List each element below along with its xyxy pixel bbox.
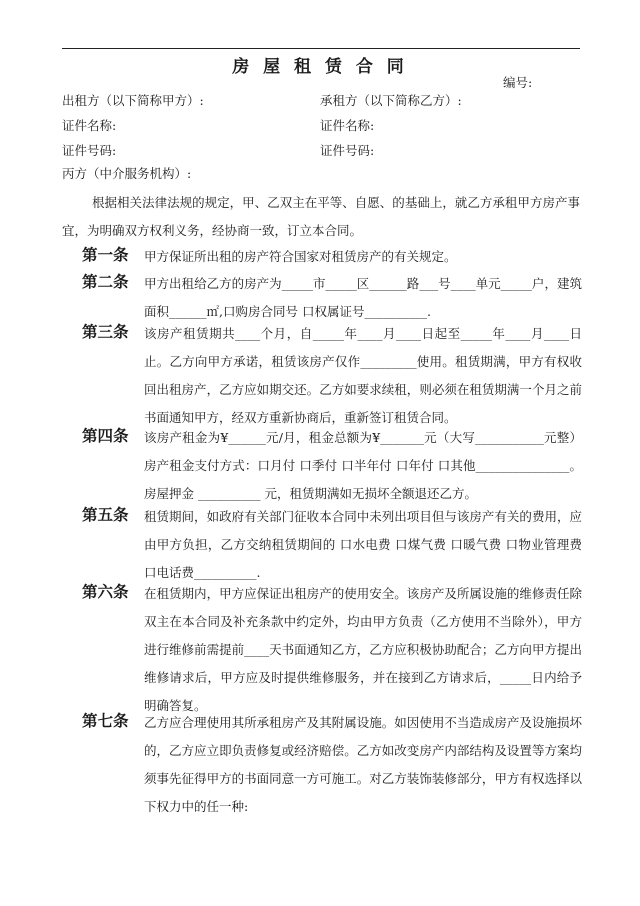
lessor-label: 出租方（以下简称甲方）: <box>62 93 204 108</box>
clause-text: 该房产租赁期共____个月，自_____年____月____日起至_____年____月____日止。乙方向甲方承诺，租赁该房产仅作_________使用。租赁期满，甲方有权收回出租房产，乙方应如期交还。乙方如要求续租，则必须在租赁期满一个月之前书面通知甲方，经双方重新协商后，重新签订租赁合同。 <box>144 326 582 425</box>
clause-text: 甲方出租给乙方的房产为_____市_____区______路___号____单元_____户，建筑面积______㎡,口购房合同号 口权属证号__________. <box>144 276 582 319</box>
lessor-id-name: 证件名称: <box>62 118 117 133</box>
lessee-id-number: 证件号码: <box>320 143 375 158</box>
lessor-id-number: 证件号码: <box>62 143 117 158</box>
clause-text: 租赁期间，如政府有关部门征收本合同中未列出项目但与该房产有关的费用，应由甲方负担，乙方交纳租赁期间的 口水电费 口煤气费 口暖气费 口物业管理费 口电话费__________. <box>144 509 582 580</box>
clause-5 <box>82 503 582 587</box>
clause-text: 该房产租金为¥______元/月，租金总额为¥_______元（大写___________元整）房产租金支付方式：口月付 口季付 口半年付 口年付 口其他_______________。房屋押金 __________ 元，租赁期满如无损坏全额退还乙方。 <box>144 430 582 501</box>
clause-6 <box>82 580 582 720</box>
clause-text: 在租赁期内，甲方应保证出租房产的使用安全。该房产及所属设施的维修责任除双主在本合同及补充条款中约定外，均由甲方负责（乙方使用不当除外），甲方进行维修前需提前____天书面通知乙方，乙方应积极协助配合；乙方向甲方提出维修请求后，甲方应及时提供维修服务，并在接到乙方请求后，_____日内给予明确答复。 <box>144 586 582 713</box>
clause-text: 甲方保证所出租的房产符合国家对租赁房产的有关规定。 <box>144 249 457 264</box>
top-rule <box>62 48 580 49</box>
clause-heading: 第一条 <box>82 245 129 264</box>
preamble: 根据相关法律法规的规定，甲、乙双主在平等、自愿、的基础上，就乙方承租甲方房产事宜，为明确双方权利义务，经协商一致，订立本合同。 <box>62 195 580 238</box>
clause-heading: 第四条 <box>82 426 129 445</box>
agent-label: 丙方（中介服务机构）: <box>62 166 192 181</box>
clause-text: 乙方应合理使用其所承租房产及其附属设施。如因使用不当造成房产及设施损坏的，乙方应立即负责修复或经济赔偿。乙方如改变房产内部结构及设置等方案均须事先征得甲方的书面同意一方可施工。对乙方装饰装修部分，甲方有权选择以下权力中的任一种: <box>144 715 582 814</box>
clause-4 <box>82 424 582 508</box>
clause-heading: 第五条 <box>82 505 129 524</box>
clause-3 <box>82 320 582 432</box>
clause-heading: 第三条 <box>82 322 129 341</box>
clause-1 <box>82 243 582 271</box>
lessee-id-name: 证件名称: <box>320 118 375 133</box>
clause-2 <box>82 270 582 326</box>
clause-heading: 第二条 <box>82 272 129 291</box>
clause-7 <box>82 709 582 821</box>
document-title: 房 屋 租 赁 合 同 <box>232 57 408 77</box>
clause-heading: 第七条 <box>82 711 129 730</box>
contract-number-label: 编号: <box>503 75 533 90</box>
lessee-label: 承租方（以下简称乙方）: <box>320 93 462 108</box>
clause-heading: 第六条 <box>82 582 129 601</box>
